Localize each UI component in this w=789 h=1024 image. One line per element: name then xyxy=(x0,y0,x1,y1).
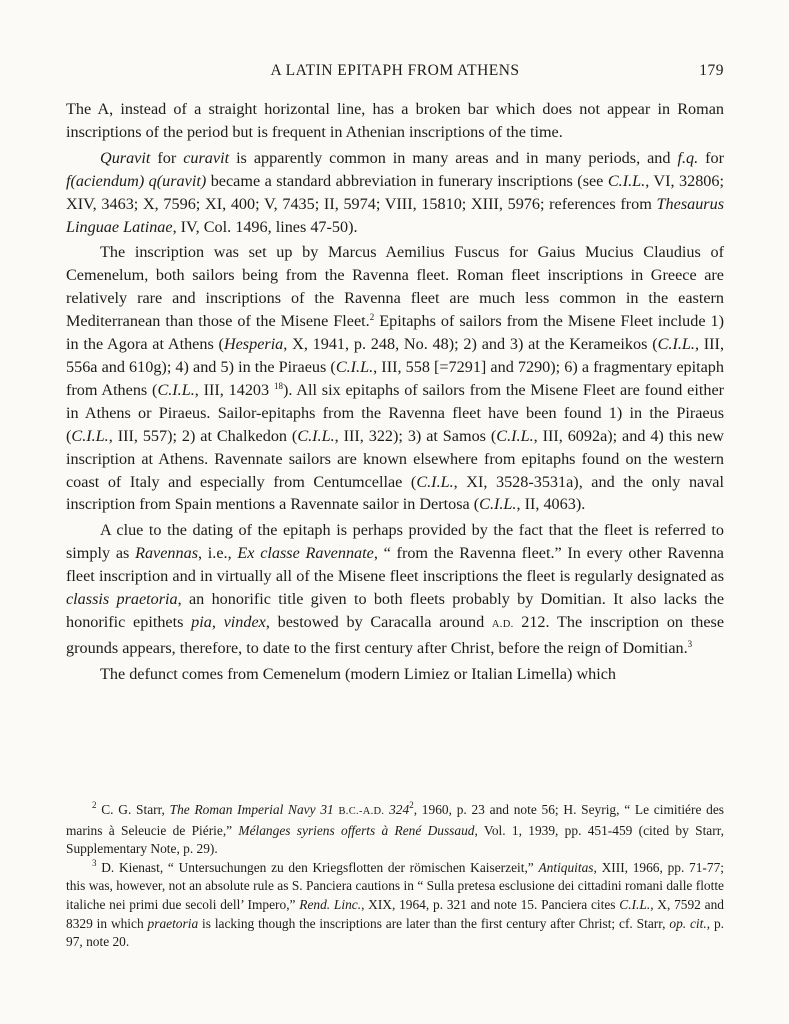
italic-text: Rend. Linc. xyxy=(299,896,362,912)
italic-text: Mélanges syriens offerts à René Dussaud xyxy=(238,822,475,838)
note-reference: 2 xyxy=(409,800,414,810)
text-run: ). All six epitaphs of sailors from the Misene Fleet are found either in Athens or Piraeus. Sailor-epitaphs from the Ravenna fleet have been found 1) in the Piraeus ( xyxy=(66,380,725,445)
paragraph xyxy=(66,98,724,144)
text-run: Epitaphs of sailors from the Misene Fleet include 1) in the Agora at Athens ( xyxy=(66,312,724,354)
paragraph xyxy=(66,241,724,516)
text-run: , Vol. 1, 1939, pp. 451-459 (cited by Starr, Supplementary Note, p. 29). xyxy=(66,822,724,857)
italic-text: C.I.L. xyxy=(335,357,374,376)
text-run: , III, 322); 3) at Samos ( xyxy=(334,426,497,445)
note-reference: 18 xyxy=(273,380,283,391)
text-run: is lacking though the inscriptions are later than the first century after Christ; cf. Starr, xyxy=(198,915,670,931)
italic-text: C.I.L. xyxy=(496,426,534,445)
italic-text: C.I.L. xyxy=(479,495,517,514)
footnotes xyxy=(66,801,724,952)
italic-text: Antiquitas xyxy=(538,859,594,875)
italic-text: f.q. xyxy=(677,148,699,167)
text-run: became a standard abbreviation in funerary inscriptions (see xyxy=(206,171,608,190)
text-run: , X, 7592 and 8329 in which xyxy=(66,896,724,931)
italic-text: 324 xyxy=(384,802,410,817)
text-run: , XI, 3528-3531a), and the only naval inscription from Spain mentions a Ravennate sailor in Dertosa ( xyxy=(66,472,724,514)
paragraph xyxy=(66,519,724,659)
text-run: , an honorific title given to both fleets probably by Domitian. It also lacks the honorific epithets xyxy=(66,590,724,631)
text-run: The defunct comes from Cemenelum (modern Limiez or Italian Limella) which xyxy=(100,664,617,683)
text-run: , III, 14203 xyxy=(194,380,274,399)
footnote xyxy=(66,801,724,859)
italic-text: C.I.L. xyxy=(157,380,195,399)
note-reference: 2 xyxy=(369,312,375,323)
italic-text: Hesperia xyxy=(223,335,284,354)
note-reference: 2 xyxy=(92,800,97,810)
small-caps-text: B.C.-A.D. xyxy=(338,806,385,817)
text-run: for xyxy=(150,148,184,167)
italic-text: pia, vindex xyxy=(191,612,266,631)
text-run: , XIII, 1966, pp. 71-77; this was, however, not an absolute rule as S. Panciera cautions in “ Sulla pretesa esclusione dei cittadini romani dalle flotte italiche nei primi due secoli dell’ Impero,” xyxy=(66,859,724,912)
italic-text: f(aciendum) q(uravit) xyxy=(66,171,207,190)
text-run: , 1960, p. 23 and note 56; H. Seyrig, “ Le cimitiére des marins à Seleucie de Piérie,” xyxy=(66,802,724,838)
note-reference: 3 xyxy=(687,638,693,649)
italic-text: classis praetoria xyxy=(66,590,178,609)
small-caps-text: A.D. xyxy=(491,618,514,630)
text-run: , III, 557); 2) at Chalkedon ( xyxy=(108,426,298,445)
page-number: 179 xyxy=(699,62,724,79)
text-run: , IV, Col. 1496, lines 47-50). xyxy=(172,217,358,236)
italic-text: C.I.L. xyxy=(607,171,646,190)
text-run: D. Kienast, “ Untersuchungen zu den Kriegsflotten der römischen Kaiserzeit,” xyxy=(96,859,539,875)
text-run: 212. The inscription on these grounds appears, therefore, to date to the first century after Christ, before the reign of Domitian. xyxy=(66,612,725,657)
note-reference: 3 xyxy=(92,857,97,868)
text-run: , VI, 32806; XIV, 3463; X, 7596; XI, 400; V, 7435; II, 5974; VIII, 15810; XIII, 5976; references from xyxy=(66,171,724,213)
italic-text: C.I.L. xyxy=(657,335,695,354)
italic-text: curavit xyxy=(183,148,230,167)
italic-text: Ravennas xyxy=(135,544,198,563)
text-run: A clue to the dating of the epitaph is perhaps provided by the fact that the fleet is referred to simply as xyxy=(66,521,724,563)
italic-text: Thesaurus Linguae Latinae xyxy=(66,194,724,236)
italic-text: praetoria xyxy=(147,915,199,931)
text-run: The inscription was set up by Marcus Aemilius Fuscus for Gaius Mucius Claudius of Cemenelum, both sailors being from the Ravenna fleet. Roman fleet inscriptions in Greece are relatively rare and inscriptions of the Ravenna fleet are much less common in the eastern Mediterranean than those of the Misene Fleet. xyxy=(66,243,724,331)
text-run: is apparently common in many areas and in many periods, and xyxy=(229,148,678,167)
paragraph xyxy=(66,663,724,686)
italic-text: Ex classe Ravennate xyxy=(237,544,374,563)
paragraph xyxy=(66,147,724,239)
text-run: , p. 97, note 20. xyxy=(66,915,724,950)
italic-text: Quravit xyxy=(100,148,151,167)
text-run: , II, 4063). xyxy=(516,495,586,514)
text-run: , III, 558 [=7291] and 7290); 6) a fragmentary epitaph from Athens ( xyxy=(66,357,724,399)
text-run: , “ from the Ravenna fleet.” In every other Ravenna fleet inscription and in virtually all of the Misene fleet inscriptions the fleet is regularly designated as xyxy=(66,544,724,586)
text-run: C. G. Starr, xyxy=(96,802,170,817)
text-run: , X, 1941, p. 248, No. 48); 2) and 3) at the Kerameikos ( xyxy=(283,335,658,354)
italic-text: C.I.L. xyxy=(297,426,335,445)
text-run: , III, 6092a); and 4) this new inscription at Athens. Ravennate sailors are known elsewhere from epitaphs found on the western coast of Italy and especially from Centumcellae ( xyxy=(66,426,724,491)
italic-text: C.I.L. xyxy=(416,472,454,491)
text-run: The A, instead of a straight horizontal line, has a broken bar which does not appear in Roman inscriptions of the period but is frequent in Athenian inscriptions of the time. xyxy=(66,100,724,141)
italic-text: op. cit. xyxy=(669,915,707,931)
text-run: , i.e., xyxy=(198,544,238,563)
main-text xyxy=(66,98,724,686)
footnote xyxy=(66,859,724,952)
text-run: for xyxy=(698,148,725,167)
italic-text: C.I.L. xyxy=(71,426,109,445)
text-run: , XIX, 1964, p. 321 and note 15. Panciera cites xyxy=(361,896,620,912)
text-run: , III, 556a and 610g); 4) and 5) in the Piraeus ( xyxy=(66,335,724,376)
italic-text: The Roman Imperial Navy 31 xyxy=(169,802,339,817)
italic-text: C.I.L. xyxy=(619,896,651,912)
running-header xyxy=(66,62,724,84)
running-title: A LATIN EPITAPH FROM ATHENS xyxy=(270,62,520,79)
text-run: , bestowed by Caracalla around xyxy=(265,612,492,631)
